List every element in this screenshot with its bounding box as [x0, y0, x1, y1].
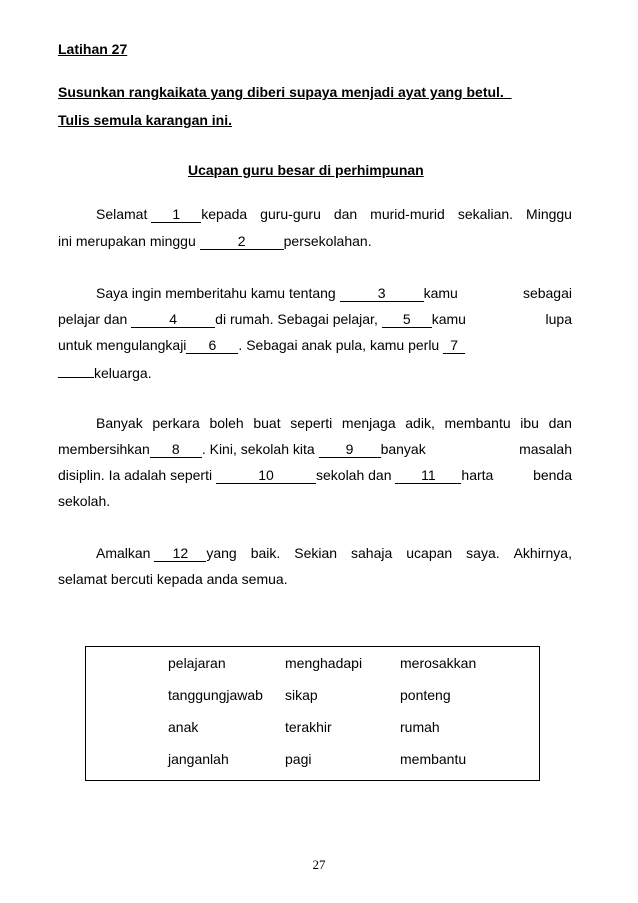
- word-bank-item: pagi: [285, 751, 312, 767]
- word-bank-item: anak: [168, 719, 199, 735]
- paragraph3-line1: Banyak perkara boleh buat seperti menjaga adik, membantu ibu dan: [96, 415, 572, 431]
- instruction-line-1: [58, 84, 512, 100]
- p1-word: Minggu: [526, 206, 572, 222]
- p1-word: dan: [333, 206, 358, 222]
- p1-word: guru-guru: [260, 206, 321, 222]
- word-bank-item: rumah: [400, 719, 440, 735]
- word-bank-item: membantu: [400, 751, 467, 767]
- word-bank-box: [85, 646, 540, 781]
- blank-9: 9: [319, 441, 381, 458]
- blank-3: 3: [340, 285, 424, 302]
- paragraph2-line3: untuk mengulangkaji 6 . Sebagai anak pula, kamu perlu 7: [58, 335, 572, 355]
- blank-10: 10: [216, 467, 316, 484]
- word-bank-item: tanggungjawab: [168, 687, 263, 703]
- word-bank-item: merosakkan: [400, 655, 477, 671]
- word-bank-item: pelajaran: [168, 655, 226, 671]
- word-bank-item: janganlah: [168, 751, 229, 767]
- paragraph3-line2: membersihkan 8 . Kini, sekolah kita 9 banyak masalah: [58, 441, 572, 457]
- word-bank-item: terakhir: [285, 719, 332, 735]
- passage-title: Ucapan guru besar di perhimpunan: [188, 162, 424, 178]
- p1-text: Selamat 1 kepada: [96, 206, 248, 222]
- blank-6: 6: [186, 337, 238, 354]
- p1-word: sekalian.: [457, 206, 514, 222]
- p2-word: lupa: [545, 311, 572, 327]
- paragraph4-line2: selamat bercuti kepada anda semua.: [58, 571, 288, 587]
- blank-7-continued: [58, 361, 94, 378]
- p2-word: sebagai: [522, 285, 572, 301]
- paragraph1-line2: ini merupakan minggu 2 persekolahan.: [58, 233, 372, 249]
- blank-7: 7: [443, 337, 465, 354]
- paragraph2-line1: Saya ingin memberitahu kamu tentang 3 kamu sebagai: [96, 285, 572, 301]
- blank-11: 11: [395, 467, 461, 484]
- word-bank-item: sikap: [285, 687, 318, 703]
- paragraph4-line1: Amalkan 12 yang baik. Sekian sahaja ucapan saya. Akhirnya,: [96, 545, 572, 561]
- paragraph2-line4: keluarga.: [58, 361, 572, 381]
- p3-word: benda: [533, 467, 572, 483]
- p3-word: masalah: [519, 441, 572, 457]
- p1-word: murid-murid: [370, 206, 445, 222]
- blank-1: 1: [151, 206, 201, 223]
- blank-4: 4: [131, 311, 215, 328]
- blank-8: 8: [150, 441, 202, 458]
- instruction-line-2: Tulis semula karangan ini.: [58, 112, 233, 128]
- paragraph3-line4: sekolah.: [58, 493, 111, 509]
- blank-2: 2: [200, 233, 284, 250]
- paragraph3-line3: disiplin. Ia adalah seperti 10 sekolah dan 11 harta benda: [58, 467, 572, 483]
- paragraph2-line2: pelajar dan 4 di rumah. Sebagai pelajar, 5 kamu lupa: [58, 311, 572, 327]
- blank-5: 5: [382, 311, 432, 328]
- exercise-title: Latihan 27: [58, 41, 128, 57]
- word-bank-item: menghadapi: [285, 655, 363, 671]
- page-number: 27: [312, 857, 326, 872]
- instruction-text-1: Susunkan rangkaikata yang diberi supaya menjadi ayat yang betul.: [58, 84, 504, 100]
- paragraph1-line1: [96, 204, 572, 224]
- word-bank-item: ponteng: [400, 687, 451, 703]
- blank-12: 12: [154, 545, 206, 562]
